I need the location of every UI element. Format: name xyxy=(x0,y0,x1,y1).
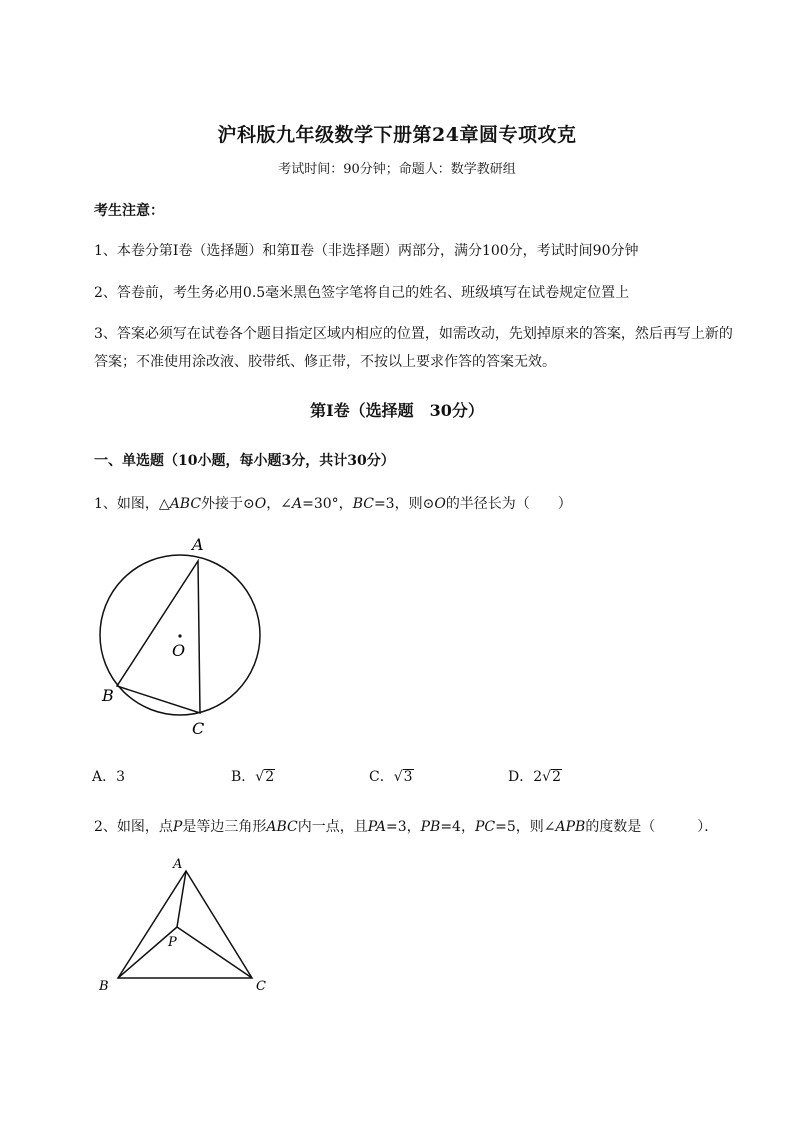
label-b: B xyxy=(99,979,109,994)
center-point xyxy=(178,634,181,637)
q1-option-b[interactable]: B．√2 xyxy=(231,769,275,785)
exam-subtitle: 考试时间：90分钟；命题人：数学教研组 xyxy=(278,162,516,177)
label-c: C xyxy=(192,719,205,738)
question-1-figure xyxy=(90,530,270,740)
segment-pc xyxy=(177,927,252,978)
question-2-text: 2、如图，点P是等边三角形ABC内一点，且PA=3，PB=4，PC=5，则∠APB的度数是（ ）． xyxy=(94,819,719,835)
q1-option-c[interactable]: C．√3 xyxy=(369,769,413,785)
q1-option-d[interactable]: D．2√2 xyxy=(508,769,561,785)
notice-item-1: 1、本卷分第I卷（选择题）和第Ⅱ卷（非选择题）两部分，满分100分，考试时间90分钟 xyxy=(94,243,639,259)
notice-item-2: 2、答卷前，考生务必用0.5毫米黑色签字笔将自己的姓名、班级填写在试卷规定位置上 xyxy=(94,285,630,301)
question-2-figure xyxy=(90,850,280,1000)
notice-item-3: 3、答案必须写在试卷各个题目指定区域内相应的位置，如需改动，先划掉原来的答案，然后再写上新的答案；不准使用涂改液、胶带纸、修正带，不按以上要求作答的答案无效。 xyxy=(94,326,733,370)
notice-heading: 考生注意： xyxy=(94,203,164,219)
part-title: 一、单选题（10小题，每小题3分，共计30分） xyxy=(94,453,395,469)
question-1-text: 1、如图，△ABC外接于⊙O，∠A=30°，BC=3，则⊙O的半径长为（ ） xyxy=(94,496,572,512)
label-b: B xyxy=(102,686,114,705)
triangle-abc xyxy=(117,561,200,713)
page-title: 沪科版九年级数学下册第24章圆专项攻克 xyxy=(217,124,577,146)
label-a: A xyxy=(173,857,183,872)
q1-option-a[interactable]: A．3 xyxy=(92,769,126,785)
label-a: A xyxy=(192,535,204,554)
triangle-abc xyxy=(118,871,252,978)
label-p: P xyxy=(168,935,177,950)
section-title: 第I卷（选择题 30分） xyxy=(310,401,484,420)
label-c: C xyxy=(256,979,266,994)
label-o: O xyxy=(172,641,186,660)
